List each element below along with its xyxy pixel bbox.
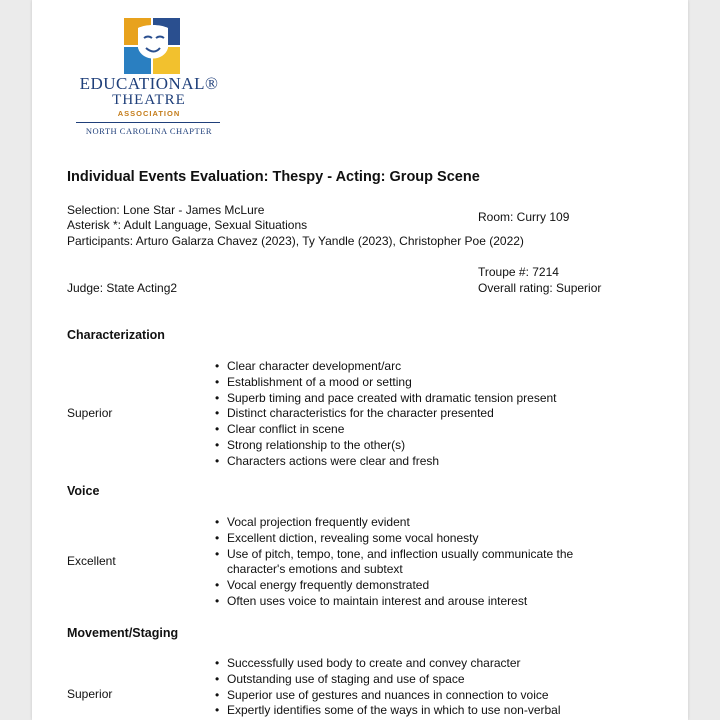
list-item: • Vocal energy frequently demonstrated [215, 578, 430, 593]
bullet-icon: • [215, 687, 220, 702]
bullet-icon: • [215, 530, 220, 545]
rating-characterization: Superior [67, 406, 113, 420]
list-item: • Strong relationship to the other(s) [215, 437, 406, 452]
bullet-icon: • [215, 703, 220, 718]
bullet-icon: • [215, 437, 220, 452]
logo-divider [76, 122, 220, 123]
bullet-icon: • [215, 515, 220, 529]
logo-text-association: ASSOCIATION [117, 109, 181, 118]
bullet-icon: • [215, 422, 220, 437]
asterisk-text: Asterisk *: Adult Language, Sexual Situations [67, 218, 308, 232]
list-item: • Outstanding use of staging and use of space [215, 671, 465, 686]
logo-text-chapter: NORTH CAROLINA CHAPTER [85, 126, 213, 136]
list-item: • Expertly identifies some of the ways in which to use non-verbal [215, 703, 561, 718]
eta-logo [74, 18, 224, 140]
bullet-icon: • [215, 593, 220, 608]
list-item: • Excellent diction, revealing some vocal honesty [215, 530, 479, 545]
bullet-icon: • [215, 359, 220, 373]
bullet-icon: • [215, 406, 220, 421]
selection-text: Selection: Lone Star - James McLure [67, 203, 265, 217]
logo-text-educational: EDUCATIONAL® [79, 74, 219, 93]
list-item: • Distinct characteristics for the character presented [215, 406, 494, 421]
page-title: Individual Events Evaluation: Thespy - Acting: Group Scene [67, 169, 480, 185]
list-item: • Clear conflict in scene [215, 422, 345, 437]
list-item: • Often uses voice to maintain interest and arouse interest [215, 593, 528, 608]
list-item: • Superb timing and pace created with dramatic tension present [215, 390, 557, 405]
bullet-icon: • [215, 578, 220, 593]
list-item: • Vocal projection frequently evident [215, 515, 410, 529]
section-heading-movement-staging: Movement/Staging [67, 626, 179, 640]
section-heading-voice: Voice [67, 484, 100, 498]
bullet-icon: • [215, 546, 220, 561]
list-item: • Use of pitch, tempo, tone, and inflection usually communicate the character's emotions and subtext [215, 546, 574, 577]
criteria-list-voice [215, 515, 615, 610]
participants-text: Participants: Arturo Galarza Chavez (2023), Ty Yandle (2023), Christopher Poe (2022) [67, 234, 524, 248]
bullet-icon: • [215, 656, 220, 670]
list-item: • Successfully used body to create and convey character [215, 656, 521, 670]
list-item: • Clear character development/arc [215, 359, 402, 373]
judge-text: Judge: State Acting2 [67, 281, 178, 295]
room-text: Room: Curry 109 [478, 210, 570, 224]
list-item: • Superior use of gestures and nuances in connection to voice [215, 687, 549, 702]
bullet-icon: • [215, 374, 220, 389]
criteria-list-characterization [215, 359, 615, 470]
evaluation-page [32, 0, 688, 720]
bullet-icon: • [215, 671, 220, 686]
rating-movement-staging: Superior [67, 687, 113, 701]
criteria-list-movement-staging [215, 656, 615, 719]
list-item: • Establishment of a mood or setting [215, 374, 412, 389]
section-heading-characterization: Characterization [67, 328, 165, 342]
logo-text-theatre: THEATRE [112, 92, 186, 108]
bullet-icon: • [215, 390, 220, 405]
list-item: • Characters actions were clear and fresh [215, 453, 440, 468]
bullet-icon: • [215, 453, 220, 468]
rating-voice: Excellent [67, 554, 116, 568]
troupe-text: Troupe #: 7214 [478, 265, 559, 279]
overall-rating-text: Overall rating: Superior [478, 281, 602, 295]
theatre-masks-logo-icon [124, 18, 180, 74]
